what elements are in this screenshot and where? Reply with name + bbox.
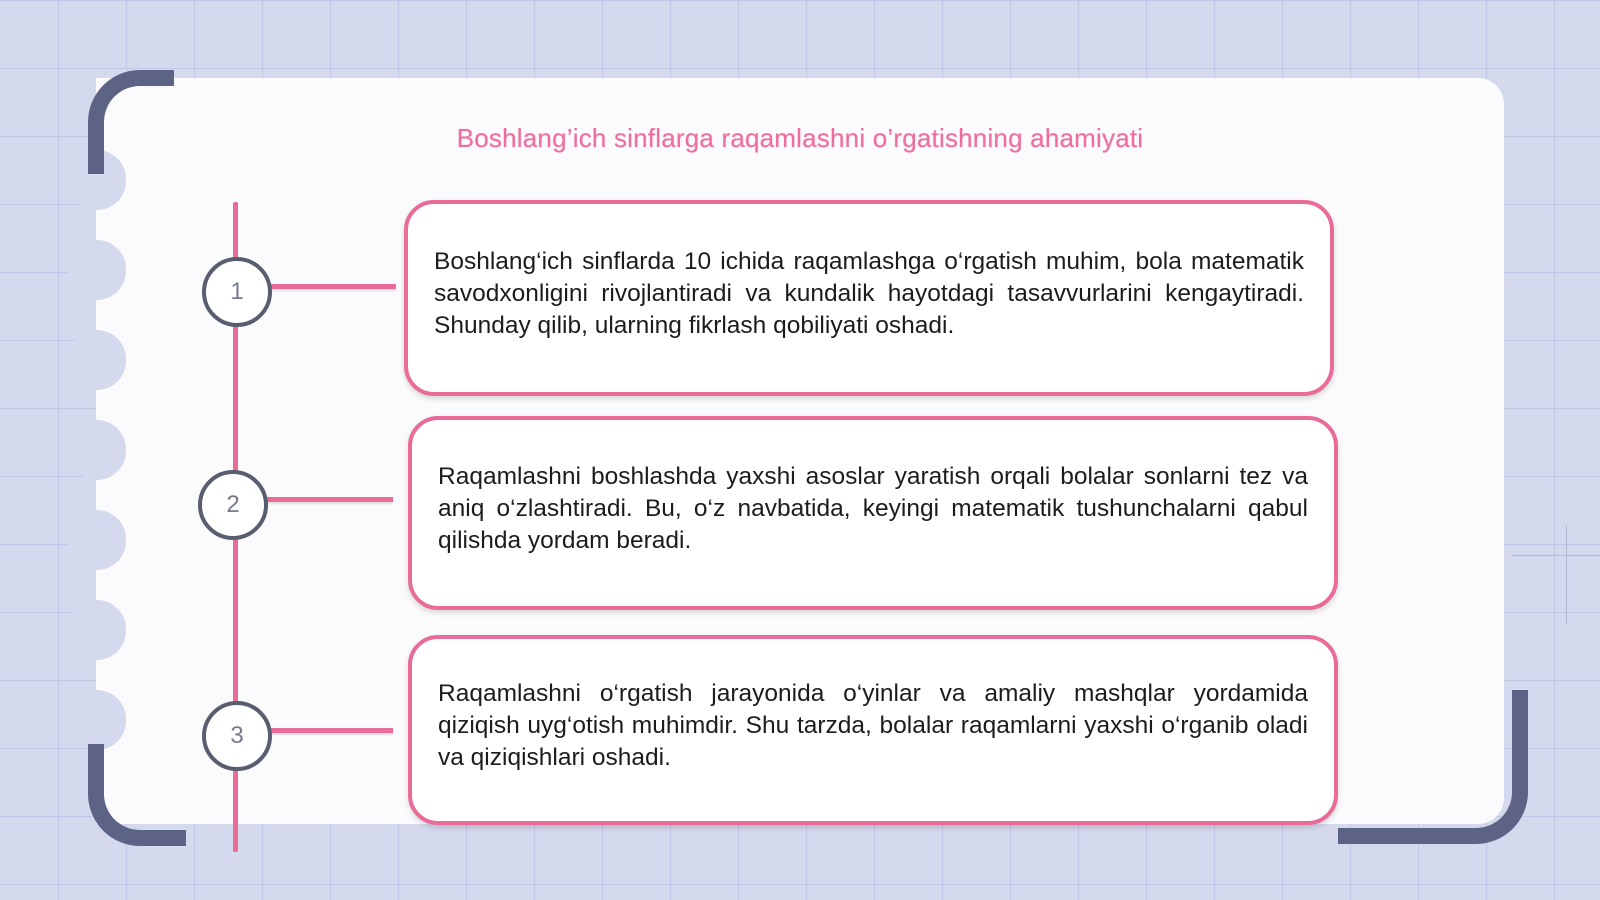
step-card [404,200,1334,396]
paper-notch [68,510,126,570]
step-card-text: Boshlang‘ich sinflarda 10 ichida raqamlashga o‘rgatish muhim, bola matematik savodxonligini rivojlantiradi va kundalik hayotdagi tasavvurlarini kengaytiradi. Shunday qilib, ularning fikrlash qobiliyati oshadi. [434,248,1304,339]
paper-notch [68,240,126,300]
timeline-connector [268,728,393,733]
timeline-connector [268,284,396,289]
frame-corner-bottom-left [88,744,186,846]
timeline-connector [264,497,393,502]
page-title: Boshlang’ich sinflarga raqamlashni o’rgatishning ahamiyati [456,123,1144,153]
paper-notch [68,330,126,390]
step-card [408,416,1338,610]
step-card [408,635,1338,825]
step-card-text: Raqamlashni o‘rgatish jarayonida o‘yinlar va amaliy mashqlar yordamida qiziqish uyg‘otish muhimdir. Shu tarzda, bolalar raqamlarni yaxshi o‘rganib oladi va qiziqishlari oshadi. [438,680,1308,771]
grid-accent-line [1566,525,1567,625]
paper-notch [68,690,126,750]
step-number-badge: 1 [202,257,272,327]
step-card-text: Raqamlashni boshlashda yaxshi asoslar yaratish orqali bolalar sonlarni tez va aniq o‘zlashtiradi. Bu, o‘z navbatida, keyingi matematik tushunchalarni qabul qilishda yordam beradi. [438,463,1308,554]
step-number-badge: 3 [202,701,272,771]
step-number-badge: 2 [198,470,268,540]
paper-notch [68,600,126,660]
grid-accent-line [1512,555,1600,556]
frame-corner-bottom-right [1338,690,1528,844]
paper-notch [68,420,126,480]
